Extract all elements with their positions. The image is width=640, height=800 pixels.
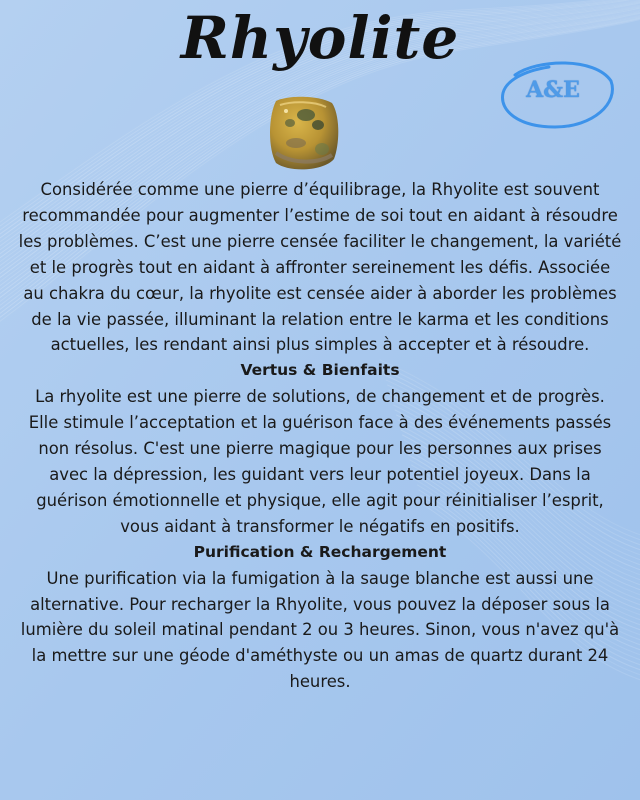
- purification-paragraph: Une purification via la fumigation à la sauge blanche est aussi une alternative. Pour recharger la Rhyolite, vous pouvez la déposer sous la lumière du soleil matinal pendant 2 ou 3 heures. Sinon, vous n'avez qu'à la mettre sur une géode d'améthyste ou un amas de quartz durant 24 heures.: [20, 568, 620, 692]
- description-content: [18, 177, 622, 695]
- vertus-paragraph: La rhyolite est une pierre de solutions, de changement et de progrès. Elle stimule l’acceptation et la guérison face à des événements passés non résolus. C'est une pierre magique pour les personnes aux prises avec la dépression, les guidant vers leur potentiel joyeux. Dans la guérison émotionnelle et physique, elle agit pour réinitialiser l’esprit, vous aidant à transformer le négatifs en positifs.: [28, 387, 612, 536]
- brand-logo: [497, 55, 617, 135]
- logo-text: A&E: [526, 77, 580, 103]
- rhyolite-stone-image: [266, 93, 342, 173]
- section-heading-purification: Purification & Rechargement: [193, 542, 447, 561]
- page-title: Rhyolite: [180, 4, 460, 72]
- section-heading-vertus: Vertus & Bienfaits: [240, 361, 400, 380]
- intro-paragraph: Considérée comme une pierre d’équilibrage, la Rhyolite est souvent recommandée pour augmenter l’estime de soi tout en aidant à résoudre les problèmes. C’est une pierre censée faciliter le changement, la variété et le progrès tout en aidant à affronter sereinement les défis. Associée au chakra du cœur, la rhyolite est censée aider à aborder les problèmes de la vie passée, illuminant la relation entre le karma et les conditions actuelles, les rendant ainsi plus simples à accepter et à résoudre.: [18, 180, 622, 355]
